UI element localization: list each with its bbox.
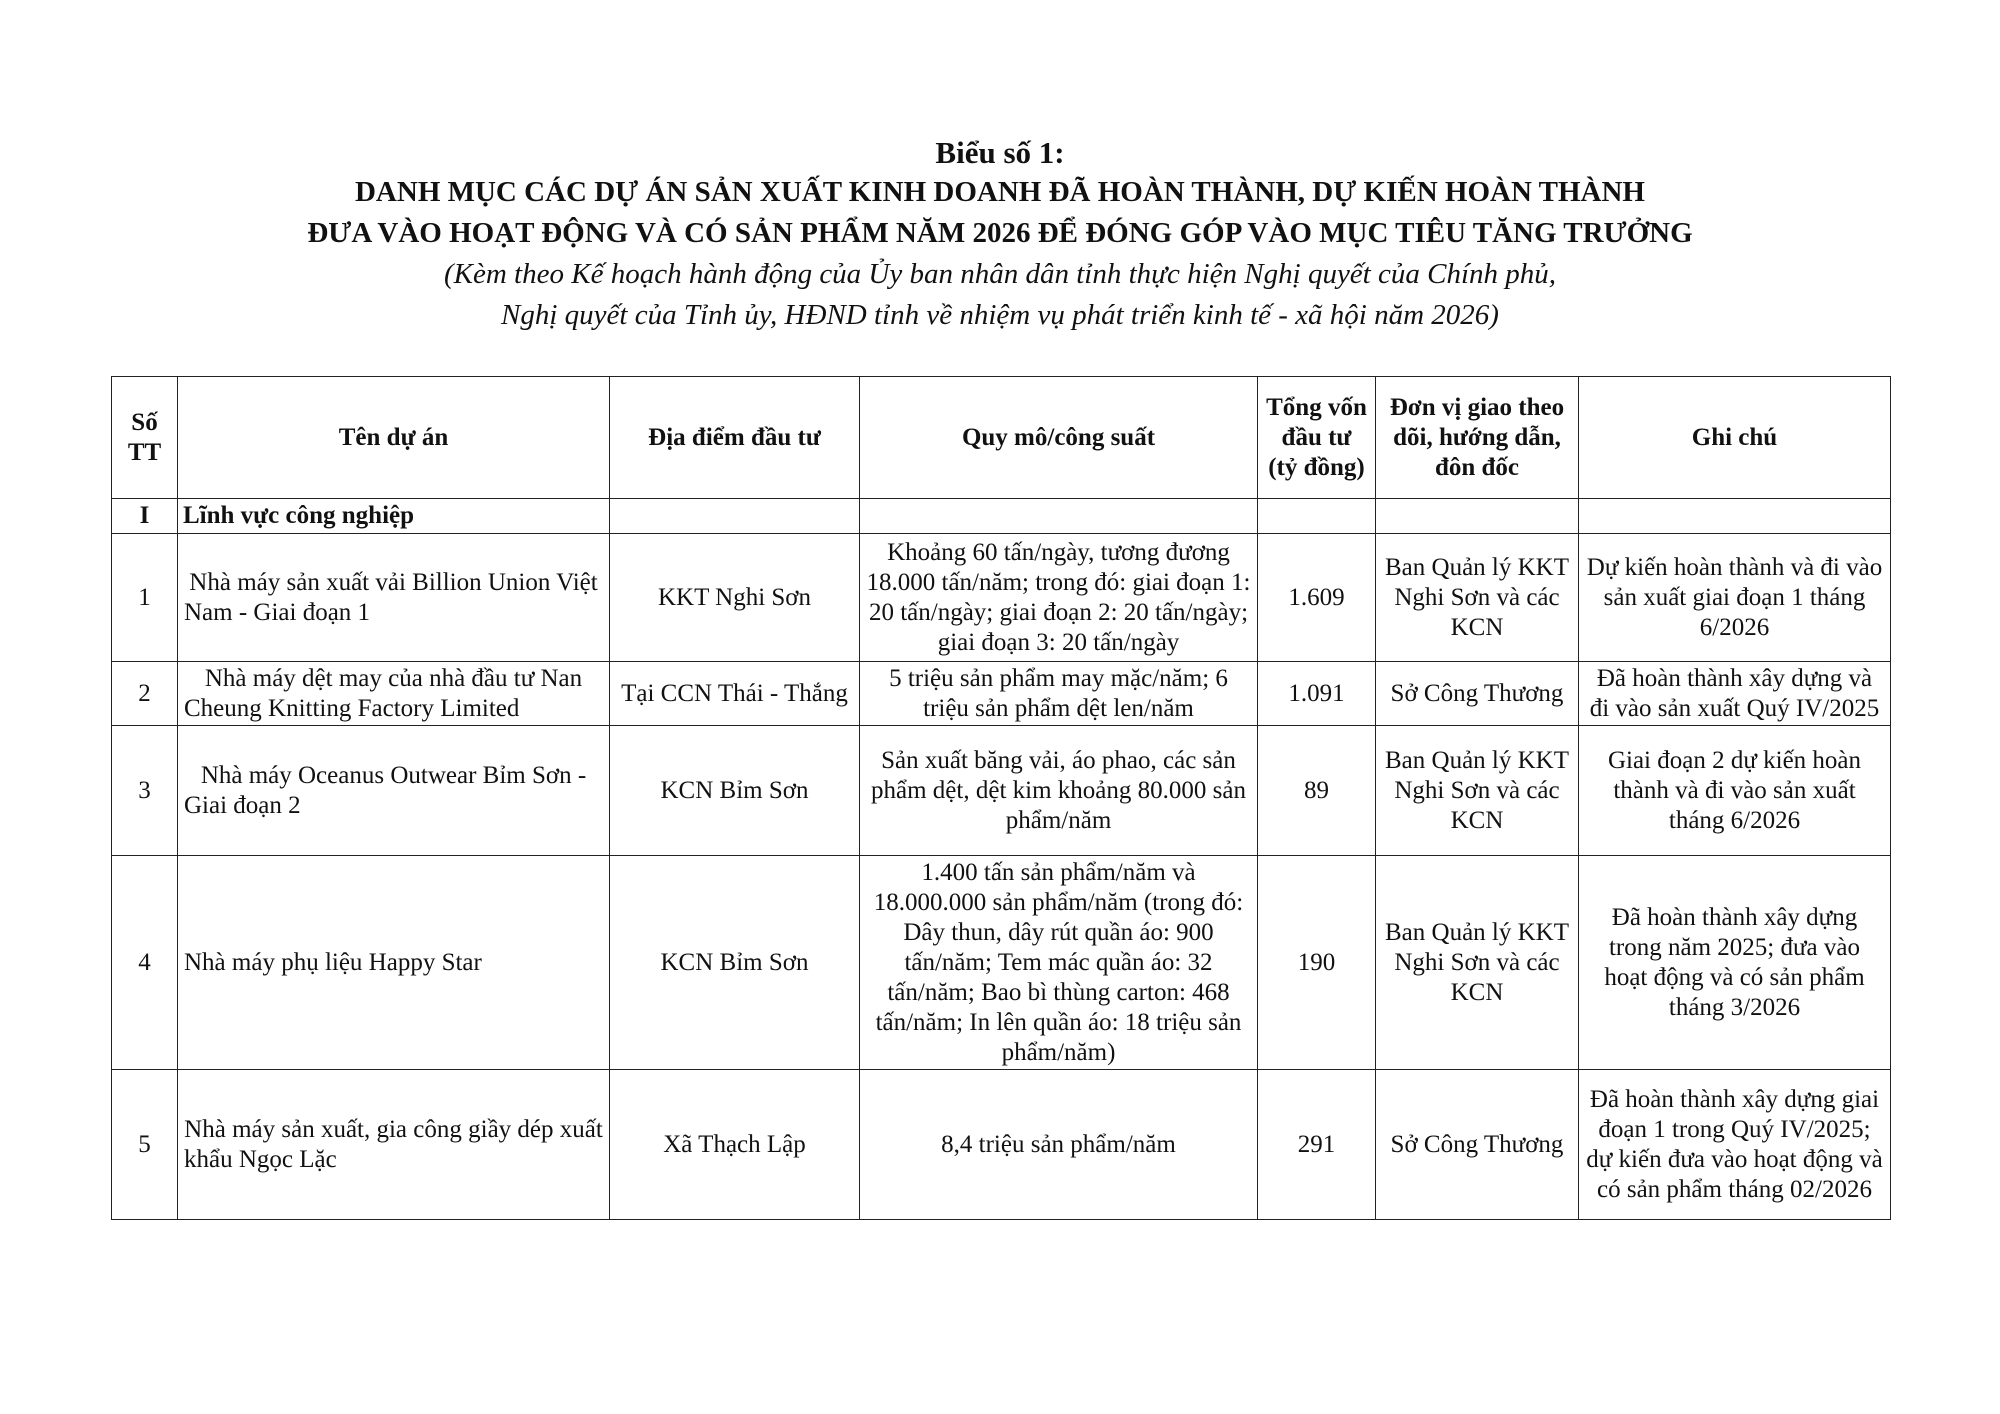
cell-scale: 8,4 triệu sản phẩm/năm <box>860 1070 1258 1220</box>
cell-unit: Ban Quản lý KKT Nghi Sơn và các KCN <box>1376 534 1579 662</box>
heading-note-1: (Kèm theo Kế hoạch hành động của Ủy ban nhân dân tỉnh thực hiện Nghị quyết của Chính phủ, <box>443 258 1557 290</box>
cell-note: Dự kiến hoàn thành và đi vào sản xuất giai đoạn 1 tháng 6/2026 <box>1579 534 1891 662</box>
cell-capital: 1.609 <box>1258 534 1376 662</box>
cell-location: Tại CCN Thái - Thắng <box>610 662 860 726</box>
cell-location: KKT Nghi Sơn <box>610 534 860 662</box>
heading-line-1: DANH MỤC CÁC DỰ ÁN SẢN XUẤT KINH DOANH ĐÃ HOÀN THÀNH, DỰ KIẾN HOÀN THÀNH <box>354 176 1645 208</box>
header-scale: Quy mô/công suất <box>860 377 1258 499</box>
table-header-row <box>112 377 1891 499</box>
cell-capital: 291 <box>1258 1070 1376 1220</box>
section-row <box>112 499 1891 534</box>
table-row <box>112 726 1891 856</box>
form-title: Biểu số 1: <box>935 135 1065 170</box>
cell-note: Đã hoàn thành xây dựng và đi vào sản xuất Quý IV/2025 <box>1579 662 1891 726</box>
cell-location: Xã Thạch Lập <box>610 1070 860 1220</box>
cell-name: Nhà máy Oceanus Outwear Bỉm Sơn - Giai đoạn 2 <box>178 726 610 856</box>
cell-scale: 5 triệu sản phẩm may mặc/năm; 6 triệu sản phẩm dệt len/năm <box>860 662 1258 726</box>
table-row <box>112 662 1891 726</box>
section-number: I <box>112 499 178 534</box>
document-heading <box>0 134 2000 336</box>
cell-capital: 89 <box>1258 726 1376 856</box>
header-name: Tên dự án <box>178 377 610 499</box>
cell-name: Nhà máy phụ liệu Happy Star <box>178 856 610 1070</box>
cell-name: Nhà máy sản xuất, gia công giầy dép xuất khẩu Ngọc Lặc <box>178 1070 610 1220</box>
cell-location: KCN Bỉm Sơn <box>610 856 860 1070</box>
cell-name: Nhà máy dệt may của nhà đầu tư Nan Cheung Knitting Factory Limited <box>178 662 610 726</box>
header-capital: Tổng vốn đầu tư (tỷ đồng) <box>1258 377 1376 499</box>
table-row <box>112 534 1891 662</box>
cell-unit: Ban Quản lý KKT Nghi Sơn và các KCN <box>1376 726 1579 856</box>
cell-note: Đã hoàn thành xây dựng giai đoạn 1 trong Quý IV/2025; dự kiến đưa vào hoạt động và có sản phẩm tháng 02/2026 <box>1579 1070 1891 1220</box>
project-table <box>111 376 1891 1220</box>
header-location: Địa điểm đầu tư <box>610 377 860 499</box>
cell-capital: 1.091 <box>1258 662 1376 726</box>
cell-unit: Sở Công Thương <box>1376 662 1579 726</box>
header-note: Ghi chú <box>1579 377 1891 499</box>
heading-line-2: ĐƯA VÀO HOẠT ĐỘNG VÀ CÓ SẢN PHẨM NĂM 2026 ĐỂ ĐÓNG GÓP VÀO MỤC TIÊU TĂNG TRƯỞNG <box>307 217 1693 249</box>
cell-scale: Khoảng 60 tấn/ngày, tương đương 18.000 tấn/năm; trong đó: giai đoạn 1: 20 tấn/ngày; giai đoạn 2: 20 tấn/ngày; giai đoạn 3: 20 tấn/ngày <box>860 534 1258 662</box>
cell-scale: 1.400 tấn sản phẩm/năm và 18.000.000 sản phẩm/năm (trong đó: Dây thun, dây rút quần áo: 900 tấn/năm; Tem mác quần áo: 32 tấn/năm; Bao bì thùng carton: 468 tấn/năm; In lên quần áo: 18 triệu sản phẩm/năm) <box>860 856 1258 1070</box>
cell-unit: Ban Quản lý KKT Nghi Sơn và các KCN <box>1376 856 1579 1070</box>
cell-note: Giai đoạn 2 dự kiến hoàn thành và đi vào sản xuất tháng 6/2026 <box>1579 726 1891 856</box>
cell-stt: 4 <box>112 856 178 1070</box>
table-row <box>112 1070 1891 1220</box>
header-unit: Đơn vị giao theo dõi, hướng dẫn, đôn đốc <box>1376 377 1579 499</box>
cell-note: Đã hoàn thành xây dựng trong năm 2025; đưa vào hoạt động và có sản phẩm tháng 3/2026 <box>1579 856 1891 1070</box>
table-row <box>112 856 1891 1070</box>
cell-stt: 1 <box>112 534 178 662</box>
cell-unit: Sở Công Thương <box>1376 1070 1579 1220</box>
cell-stt: 2 <box>112 662 178 726</box>
cell-stt: 5 <box>112 1070 178 1220</box>
heading-note-2: Nghị quyết của Tỉnh ủy, HĐND tỉnh về nhiệm vụ phát triển kinh tế - xã hội năm 2026) <box>501 299 1499 331</box>
section-title: Lĩnh vực công nghiệp <box>178 499 610 534</box>
header-stt: Số TT <box>112 377 178 499</box>
cell-capital: 190 <box>1258 856 1376 1070</box>
cell-location: KCN Bỉm Sơn <box>610 726 860 856</box>
cell-scale: Sản xuất băng vải, áo phao, các sản phẩm dệt, dệt kim khoảng 80.000 sản phẩm/năm <box>860 726 1258 856</box>
cell-stt: 3 <box>112 726 178 856</box>
cell-name: Nhà máy sản xuất vải Billion Union Việt Nam - Giai đoạn 1 <box>178 534 610 662</box>
